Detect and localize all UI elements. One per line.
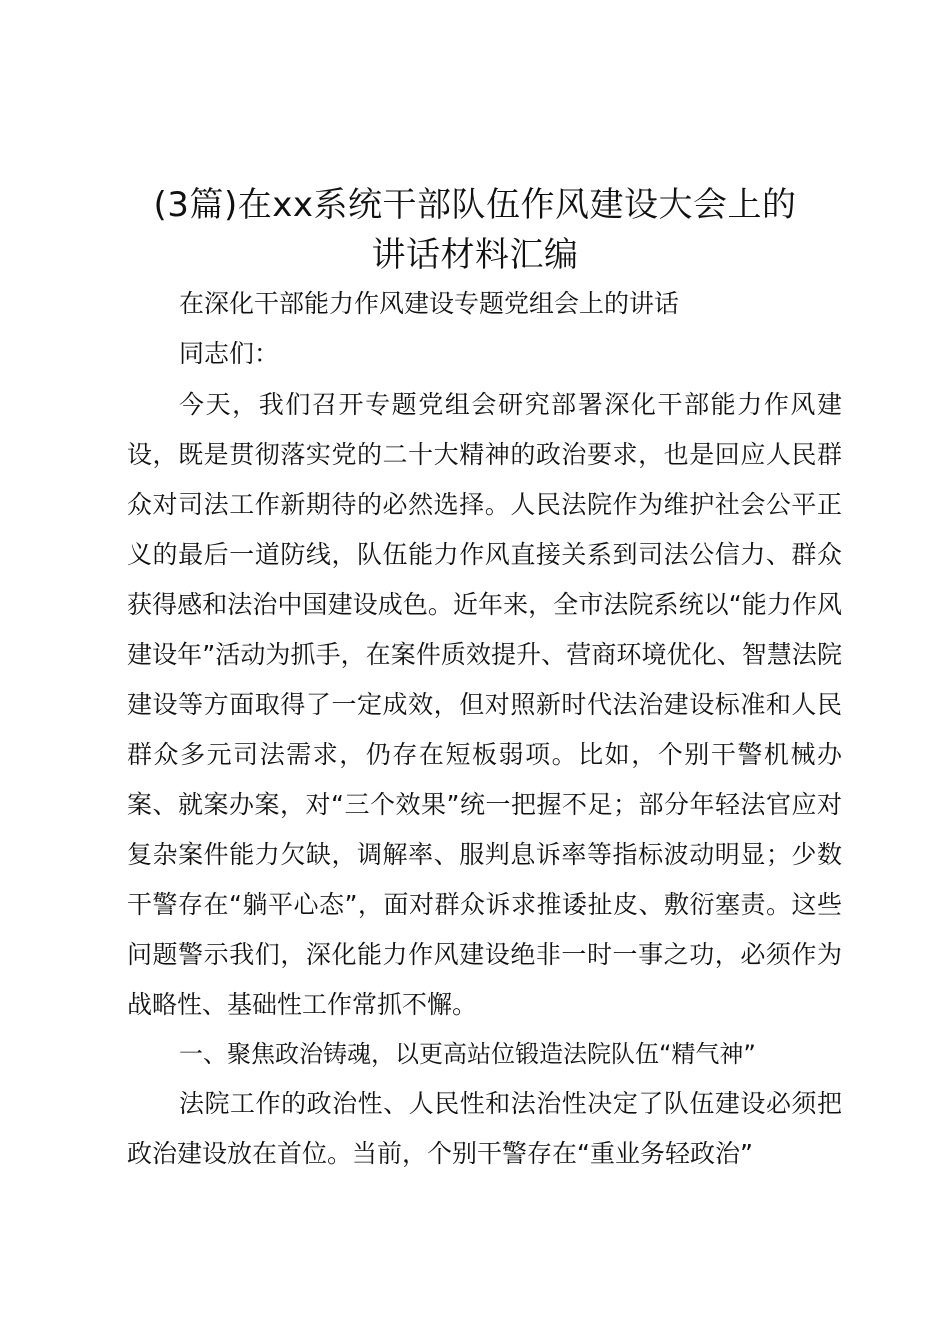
document-title-line-2: 讲话材料汇编 xyxy=(371,235,579,275)
document-title-line-1: (3篇)在xx系统干部队伍作风建设大会上的 xyxy=(153,185,797,225)
speech-subtitle: 在深化干部能力作风建设专题党组会上的讲话 xyxy=(179,289,680,318)
salutation: 同志们： xyxy=(179,339,280,368)
body-paragraph-2: 法院工作的政治性、人民性和法治性决定了队伍建设必须把政治建设放在首位。当前，个别干警存在“重业务轻政治” xyxy=(127,1089,842,1168)
section-heading-1: 一、聚焦政治铸魂，以更高站位锻造法院队伍“精气神” xyxy=(179,1040,756,1068)
body-paragraph-1: 今天，我们召开专题党组会研究部署深化干部能力作风建设，既是贯彻落实党的二十大精神的政治要求，也是回应人民群众对司法工作新期待的必然选择。人民法院作为维护社会公平正义的最后一道防线，队伍能力作风直接关系到司法公信力、群众获得感和法治中国建设成色。近年来，全市法院系统以“能力作风建设年”活动为抓手，在案件质效提升、营商环境优化、智慧法院建设等方面取得了一定成效，但对照新时代法治建设标准和人民群众多元司法需求，仍存在短板弱项。比如，个别干警机械办案、就案办案，对“三个效果”统一把握不足；部分年轻法官应对复杂案件能力欠缺，调解率、服判息诉率等指标波动明显；少数干警存在“躺平心态”，面对群众诉求推诿扯皮、敷衍塞责。这些问题警示我们，深化能力作风建设绝非一时一事之功，必须作为战略性、基础性工作常抓不懈。 xyxy=(127,390,842,1019)
